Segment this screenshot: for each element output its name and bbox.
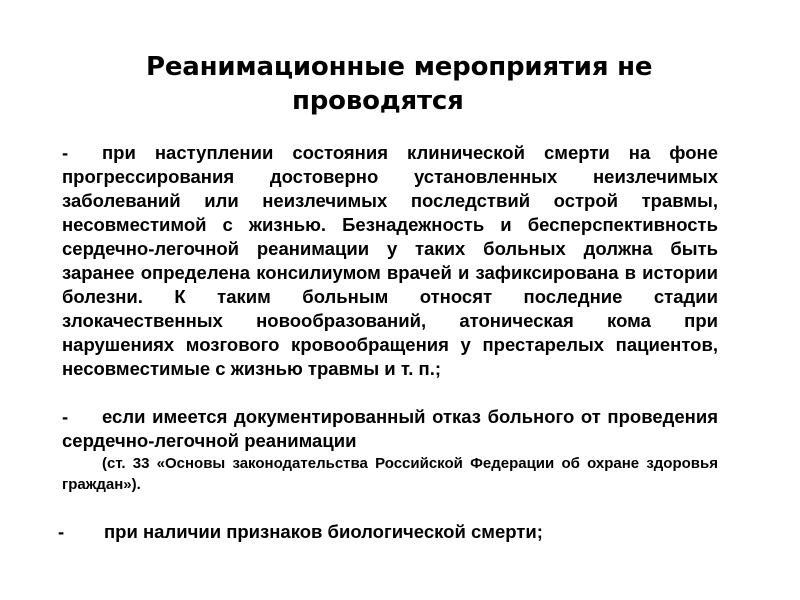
slide-title — [140, 50, 680, 118]
list-item-biological-death — [58, 520, 543, 544]
list-dash: - — [62, 406, 69, 427]
title-line-1: Реанимационные мероприятия не — [146, 52, 653, 82]
list-item-text: при наступлении состояния клинической смерти на фоне прогрессирования достоверно установленных неизлечимых заболеваний или неизлечимых последствий острой травмы, несовместимой с жизнью. Безнадежность и бесперспективность сердечно-легочной реанимации у таких больных должна быть заранее определена консилиумом врачей и зафиксирована в истории болезни. К таким больным относят последние стадии злокачественных новообразований, атоническая кома при нарушениях мозгового кровообращения у престарелых пациентов, несовместимые с жизнью травмы и т. п.; — [62, 142, 718, 379]
list-item-text: при наличии признаков биологической смерти; — [104, 521, 543, 542]
list-item-documented-refusal — [62, 405, 718, 453]
title-line-2: проводятся — [292, 86, 464, 116]
list-item-clinical-death — [62, 141, 718, 381]
list-item-text: если имеется документированный отказ больного от проведения сердечно-легочной реанимации — [62, 406, 718, 451]
law-reference-text: (ст. 33 «Основы законодательства Российской Федерации об охране здоровья граждан»). — [62, 455, 718, 493]
law-reference — [62, 453, 718, 495]
list-dash: - — [62, 142, 69, 163]
list-dash: - — [58, 521, 65, 542]
